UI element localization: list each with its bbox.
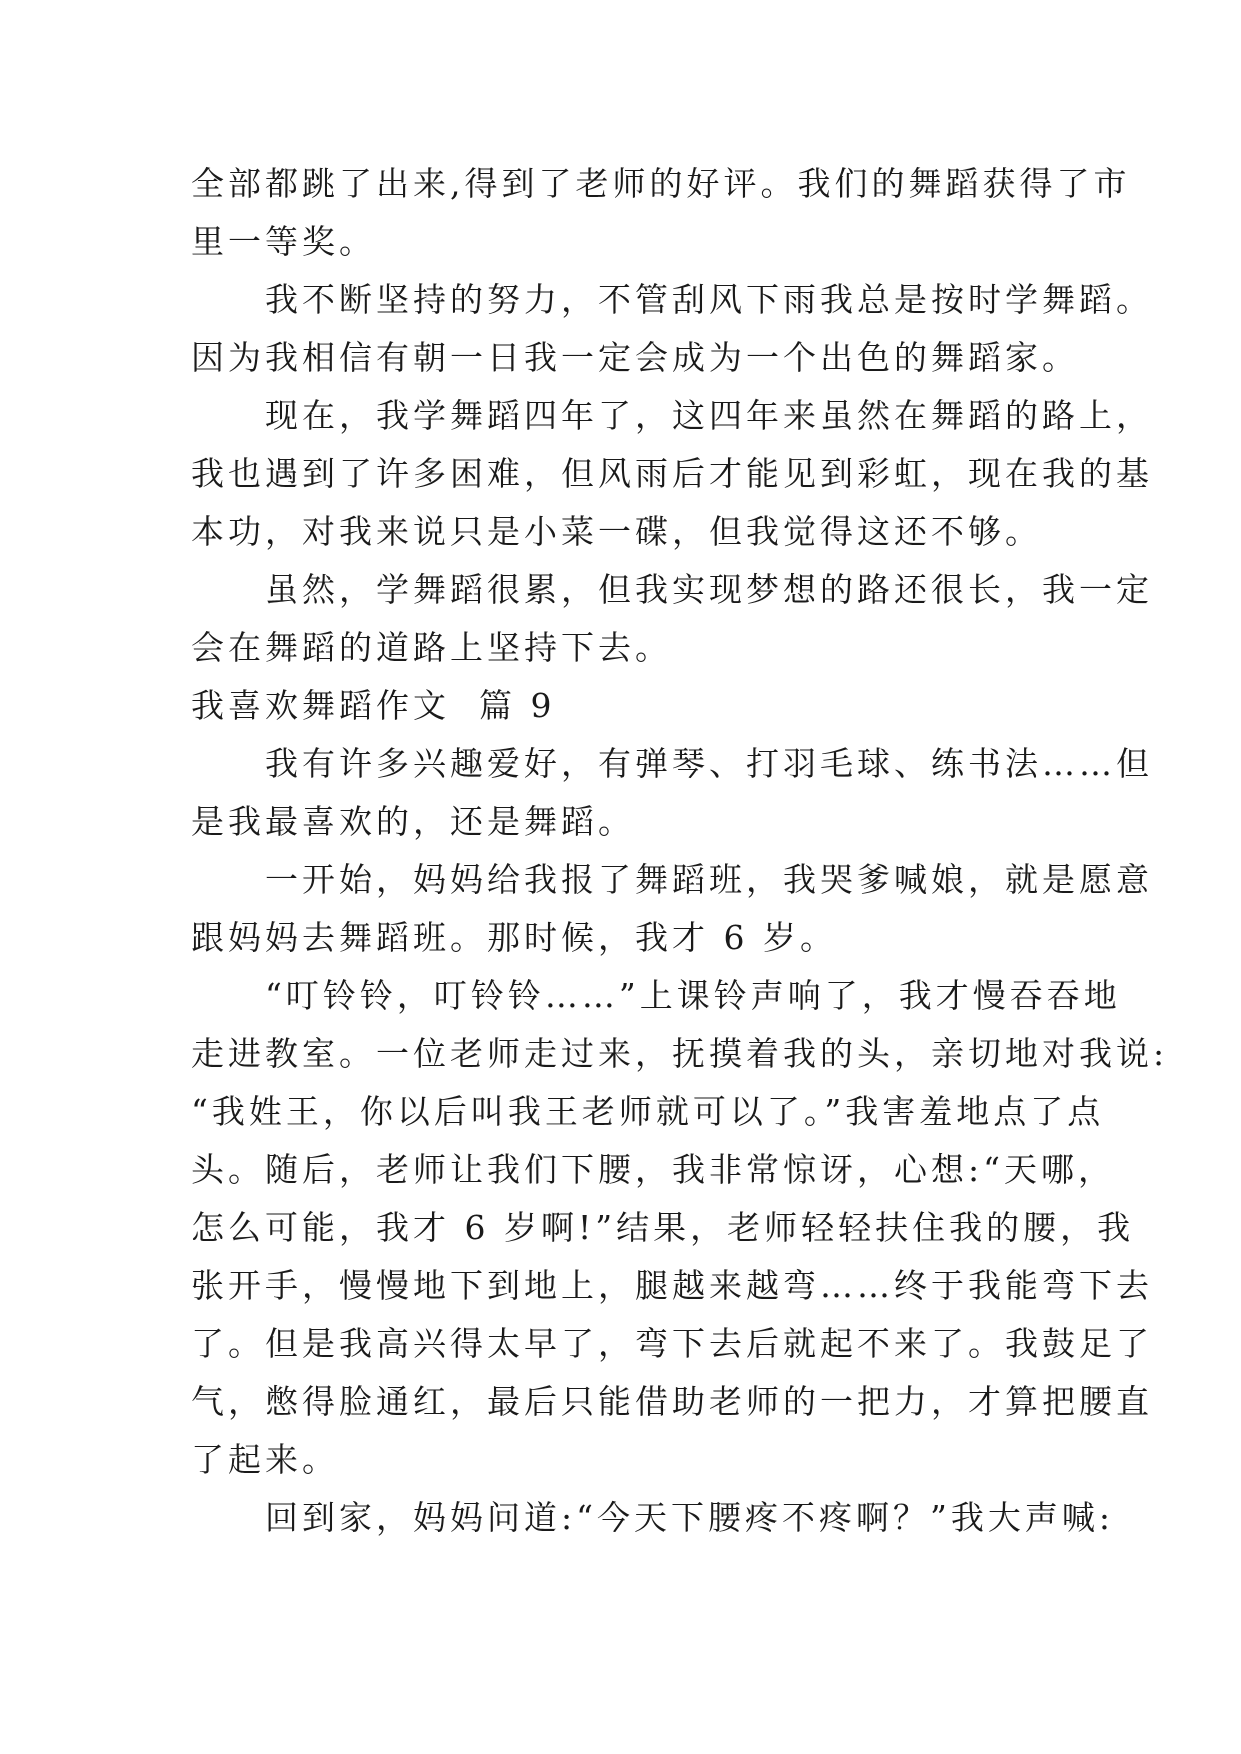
text-line: 走进教室。一位老师走过来，抚摸着我的头，亲切地对我说:	[191, 1034, 1169, 1073]
section-heading: 我喜欢舞蹈作文 篇 9	[191, 686, 556, 725]
text-line: “叮铃铃，叮铃铃……”上课铃声响了，我才慢吞吞地	[191, 976, 1121, 1015]
text-line: 气，憋得脸通红，最后只能借助老师的一把力，才算把腰直	[191, 1382, 1153, 1421]
text-line: 头。随后，老师让我们下腰，我非常惊讶，心想:“天哪，	[191, 1150, 1115, 1189]
text-line: 本功，对我来说只是小菜一碟，但我觉得这还不够。	[191, 512, 1042, 551]
text-line: 里一等奖。	[191, 222, 376, 261]
text-line: 我也遇到了许多困难，但风雨后才能见到彩虹，现在我的基	[191, 454, 1153, 493]
text-line: 是我最喜欢的，还是舞蹈。	[191, 802, 635, 841]
text-line: 一开始，妈妈给我报了舞蹈班，我哭爹喊娘，就是愿意	[191, 860, 1153, 899]
text-line: 张开手，慢慢地下到地上，腿越来越弯……终于我能弯下去	[191, 1266, 1153, 1305]
text-line: 会在舞蹈的道路上坚持下去。	[191, 628, 672, 667]
text-line: “我姓王，你以后叫我王老师就可以了。”我害羞地点了点	[191, 1092, 1105, 1131]
text-line: 虽然，学舞蹈很累，但我实现梦想的路还很长，我一定	[191, 570, 1153, 609]
text-line: 了。但是我高兴得太早了，弯下去后就起不来了。我鼓足了	[191, 1324, 1153, 1363]
text-line: 我有许多兴趣爱好，有弹琴、打羽毛球、练书法……但	[191, 744, 1153, 783]
text-line: 怎么可能，我才 6 岁啊!”结果，老师轻轻扶住我的腰，我	[191, 1208, 1135, 1247]
text-line: 全部都跳了出来,得到了老师的好评。我们的舞蹈获得了市	[191, 164, 1131, 203]
text-line: 我不断坚持的努力，不管刮风下雨我总是按时学舞蹈。	[191, 280, 1153, 319]
text-line: 跟妈妈去舞蹈班。那时候，我才 6 岁。	[191, 918, 837, 957]
text-line: 现在，我学舞蹈四年了，这四年来虽然在舞蹈的路上，	[191, 396, 1153, 435]
text-line: 因为我相信有朝一日我一定会成为一个出色的舞蹈家。	[191, 338, 1079, 377]
text-line: 了起来。	[191, 1440, 339, 1479]
text-line: 回到家，妈妈问道:“今天下腰疼不疼啊？”我大声喊:	[191, 1498, 1114, 1537]
document-body	[191, 155, 1169, 1547]
